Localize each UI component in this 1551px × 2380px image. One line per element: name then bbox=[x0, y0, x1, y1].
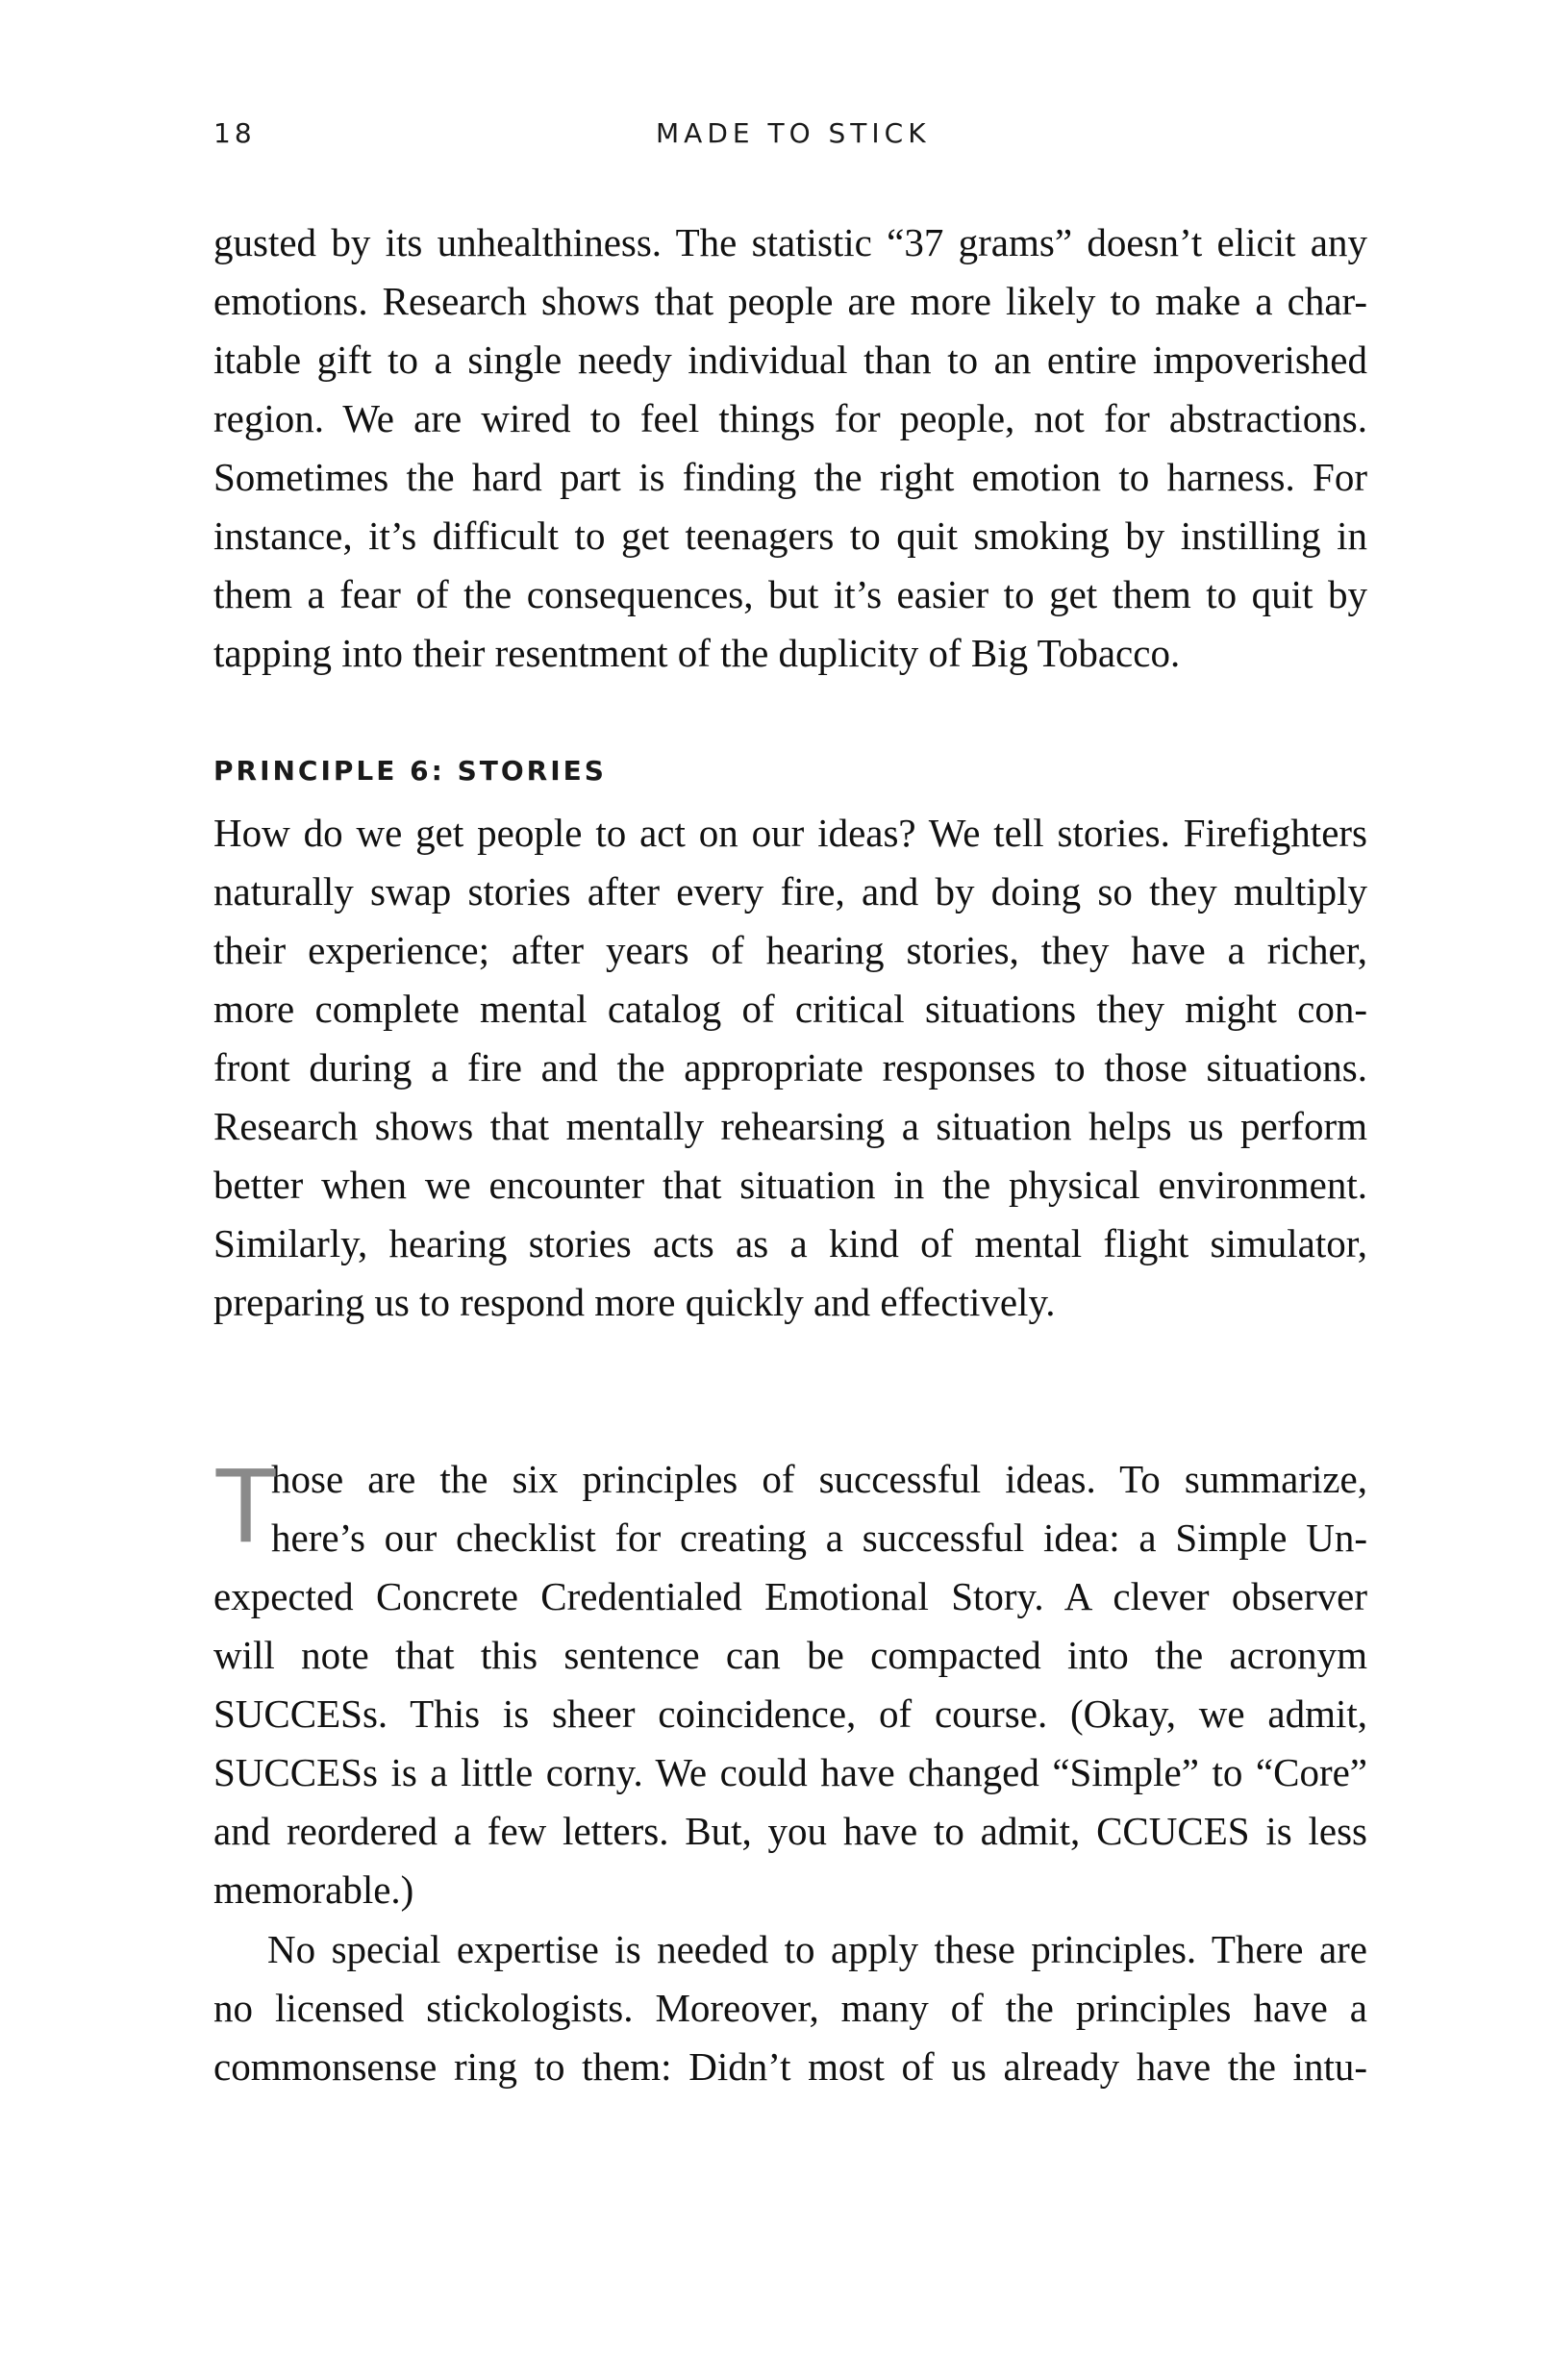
text-line: more complete mental catalog of critical situations they might con- bbox=[213, 987, 1367, 1031]
book-title: MADE TO STICK bbox=[656, 117, 931, 149]
text-line: expected Concrete Credentialed Emotional Story. A clever observer bbox=[213, 1574, 1367, 1618]
text-line: Sometimes the hard part is finding the right emotion to harness. For bbox=[213, 455, 1367, 499]
paragraph-emotions bbox=[213, 213, 1367, 683]
running-head bbox=[213, 117, 1367, 156]
text-line: commonsense ring to them: Didn’t most of us already have the intu- bbox=[213, 2044, 1367, 2089]
section-heading: PRINCIPLE 6: STORIES bbox=[213, 755, 607, 787]
text-line: and reordered a few letters. But, you have to admit, CCUCES is less bbox=[213, 1809, 1367, 1853]
text-line: front during a fire and the appropriate responses to those situations. bbox=[213, 1045, 1367, 1090]
text-line: gusted by its unhealthiness. The statistic “37 grams” doesn’t elicit any bbox=[213, 220, 1367, 264]
text-line: here’s our checklist for creating a successful idea: a Simple Un- bbox=[271, 1516, 1367, 1560]
text-line: tapping into their resentment of the duplicity of Big Tobacco. bbox=[213, 631, 1181, 675]
text-line: How do we get people to act on our ideas? We tell stories. Firefighters bbox=[213, 811, 1367, 855]
paragraph-summary bbox=[213, 1446, 1367, 1919]
text-line: their experience; after years of hearing stories, they have a richer, bbox=[213, 928, 1367, 972]
paragraph-stories bbox=[213, 804, 1367, 1332]
text-line: No special expertise is needed to apply these principles. There are bbox=[267, 1927, 1367, 1971]
text-line: will note that this sentence can be compacted into the acronym bbox=[213, 1633, 1367, 1677]
text-line: them a fear of the consequences, but it’s easier to get them to quit by bbox=[213, 572, 1367, 616]
drop-cap: T bbox=[213, 1446, 279, 1565]
text-line: emotions. Research shows that people are more likely to make a char- bbox=[213, 279, 1367, 323]
text-line: instance, it’s difficult to get teenagers to quit smoking by instilling in bbox=[213, 514, 1367, 558]
text-line: region. We are wired to feel things for people, not for abstractions. bbox=[213, 396, 1367, 440]
text-line: preparing us to respond more quickly and effectively. bbox=[213, 1280, 1056, 1324]
text-line: Similarly, hearing stories acts as a kind of mental flight simulator, bbox=[213, 1221, 1367, 1265]
text-line: SUCCESs is a little corny. We could have changed “Simple” to “Core” bbox=[213, 1750, 1367, 1794]
text-line: SUCCESs. This is sheer coincidence, of course. (Okay, we admit, bbox=[213, 1691, 1367, 1736]
text-line: Research shows that mentally rehearsing a situation helps us perform bbox=[213, 1104, 1367, 1148]
text-line: itable gift to a single needy individual than to an entire impoverished bbox=[213, 338, 1367, 382]
text-line: memorable.) bbox=[213, 1867, 414, 1912]
paragraph-expertise bbox=[213, 1920, 1367, 2096]
text-line: no licensed stickologists. Moreover, many of the principles have a bbox=[213, 1986, 1367, 2030]
page-number: 18 bbox=[213, 117, 256, 149]
text-line: hose are the six principles of successful ideas. To summarize, bbox=[271, 1457, 1367, 1501]
text-line: naturally swap stories after every fire, and by doing so they multiply bbox=[213, 869, 1367, 914]
text-line: better when we encounter that situation in the physical environment. bbox=[213, 1163, 1367, 1207]
